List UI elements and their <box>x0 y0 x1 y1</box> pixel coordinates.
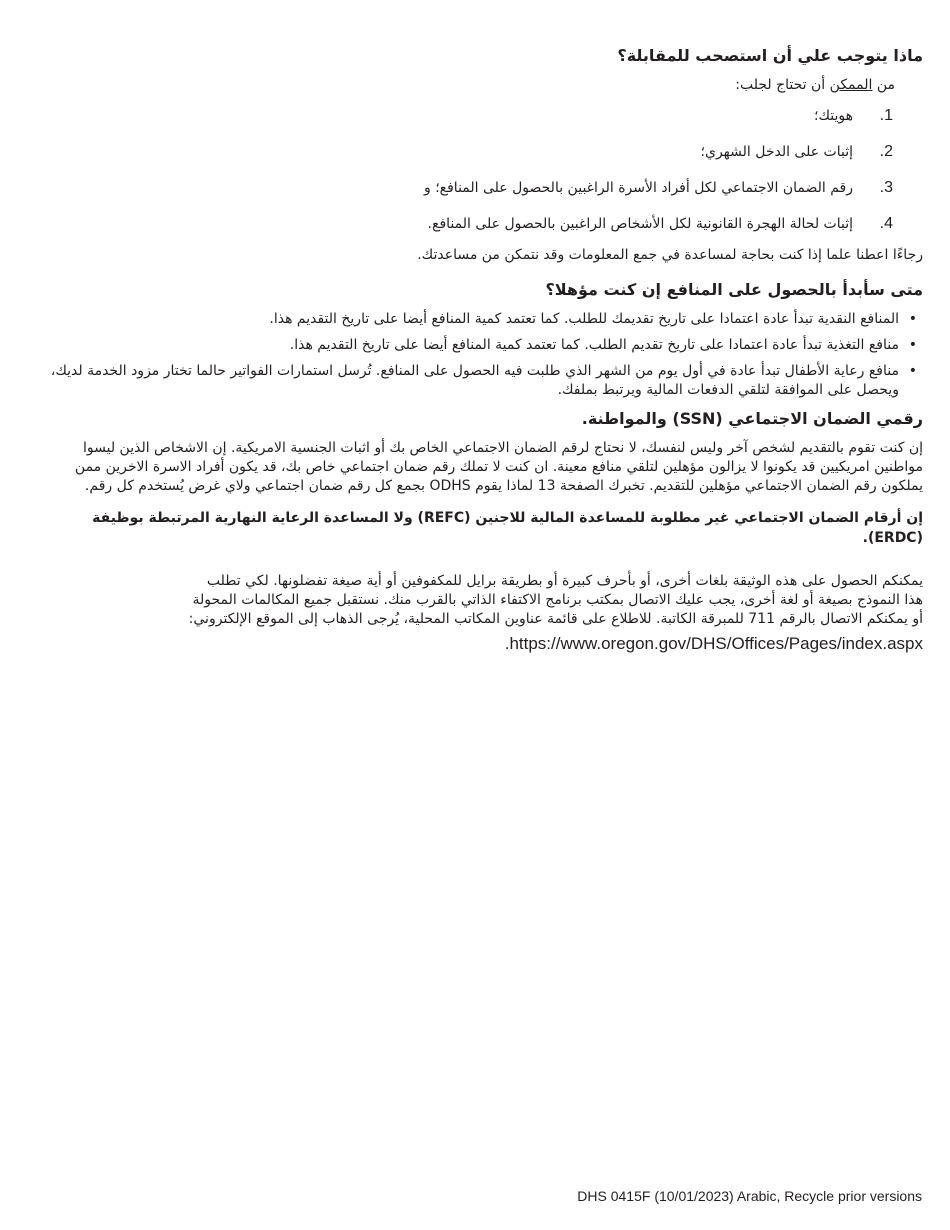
bullet-text: منافع رعاية الأطفال تبدأ عادة في أول يوم من الشهر الذي طلبت فيه الحصول على المنافع. تُرسل استمارات الفواتير حالما تختار مزود الخدمة لديك، ويحصل على الموافقة لتلقي الدفعات المالية ويرتبط بملفك. <box>50 363 899 398</box>
intro-suffix: أن تحتاج لجلب: <box>735 77 830 93</box>
bullet-icon: • <box>908 311 917 327</box>
bullet-item <box>30 336 923 355</box>
benefits-list <box>30 310 923 400</box>
documents-list <box>30 98 923 242</box>
list-item <box>30 206 923 242</box>
document-page <box>30 44 923 657</box>
list-item-text: إثبات لحالة الهجرة القانونية لكل الأشخاص الراغبين بالحصول على المنافع. <box>427 216 853 232</box>
form-footer-code: DHS 0415F (10/01/2023) Arabic, Recycle prior versions <box>577 1188 922 1204</box>
list-item-text: إثبات على الدخل الشهري؛ <box>700 144 853 160</box>
help-note: رجاءًا اعطنا علما إذا كنت بحاجة لمساعدة في جمع المعلومات وقد نتمكن من مساعدتك. <box>417 247 923 263</box>
intro-prefix: من <box>872 77 895 93</box>
list-item-number: 3. <box>879 179 893 196</box>
bullet-item <box>30 362 923 400</box>
bullet-icon: • <box>908 337 917 353</box>
intro-underlined-word: الممكن <box>829 77 873 93</box>
accessibility-line: أو يمكنكم الاتصال بالرقم 711 للمبرقة الكاتبة. للاطلاع على قائمة عناوين المكاتب المحلية، يُرجى الذهاب إلى الموقع الإلكتروني: <box>188 611 923 627</box>
bullet-text: المنافع النقدية تبدأ عادة اعتمادا على تاريخ تقديمك للطلب. كما تعتمد كمية المنافع أيضا على تاريخ التقديم هذا. <box>269 311 899 327</box>
ssn-paragraph: إن كنت تقوم بالتقديم لشخص آخر وليس لنفسك، لا نحتاج لرقم الضمان الاجتماعي الخاص بك أو اثبات الجنسية الامريكية. إن الاشخاص الذين ليسوا مواطنين امريكيين قد يكونوا لا يزالون مؤهلين لتلقي منافع معينة. ان كنت لا تملك رقم ضمان اجتماعي خاص بك، قد يكون أفراد الاسرة الاخرين ممن يملكون رقم الضمان الاجتماعي مؤهلين للتقديم. تخبرك الصفحة 13 لماذا يقوم ODHS بجمع كل رقم ضمان اجتماعي ولاي غرض يُستخدم كل رقم. <box>74 440 923 494</box>
section-heading-ssn: رقمي الضمان الاجتماعي (SSN) والمواطنة. <box>581 409 923 428</box>
list-item <box>30 98 923 134</box>
ssn-not-required-note: إن أرقام الضمان الاجتماعي غير مطلوبة للمساعدة المالية للاجنين (REFC) ولا المساعدة الرعاية النهارية المرتبطة بوظيفة (ERDC). <box>92 510 923 546</box>
accessibility-line: هذا النموذج بصيغة أو لغة أخرى، يجب عليك الاتصال بمكتب برنامج الاكتفاء الذاتي بالقرب منك. نستقبل جميع المكالمات المحولة <box>192 592 923 608</box>
list-item-number: 2. <box>879 143 893 160</box>
intro-text <box>30 74 895 96</box>
list-item-number: 1. <box>879 107 893 124</box>
section-heading-interview-documents: ماذا يتوجب علي أن استصحب للمقابلة؟ <box>617 46 923 65</box>
bullet-icon: • <box>908 363 917 379</box>
bullet-text: منافع التغذية تبدأ عادة اعتمادا على تاريخ تقديم الطلب. كما تعتمد كمية المنافع أيضا على تاريخ التقديم هذا. <box>289 337 899 353</box>
list-item-number: 4. <box>879 215 893 232</box>
list-item-text: هويتك؛ <box>814 108 853 124</box>
accessibility-paragraph <box>30 572 923 657</box>
bullet-item <box>30 310 923 329</box>
list-item <box>30 170 923 206</box>
accessibility-line: يمكنكم الحصول على هذه الوثيقة بلغات أخرى، أو بأحرف كبيرة أو بطريقة برايل للمكفوفين أو أية صيغة تفضلونها. لكي تطلب <box>206 573 923 589</box>
list-item <box>30 134 923 170</box>
list-item-text: رقم الضمان الاجتماعي لكل أفراد الأسرة الراغبين بالحصول على المنافع؛ و <box>424 180 853 196</box>
offices-url-link[interactable]: https://www.oregon.gov/DHS/Offices/Pages/index.aspx. <box>504 634 923 653</box>
section-heading-benefits-start: متى سأبدأ بالحصول على المنافع إن كنت مؤهلا؟ <box>545 280 923 299</box>
